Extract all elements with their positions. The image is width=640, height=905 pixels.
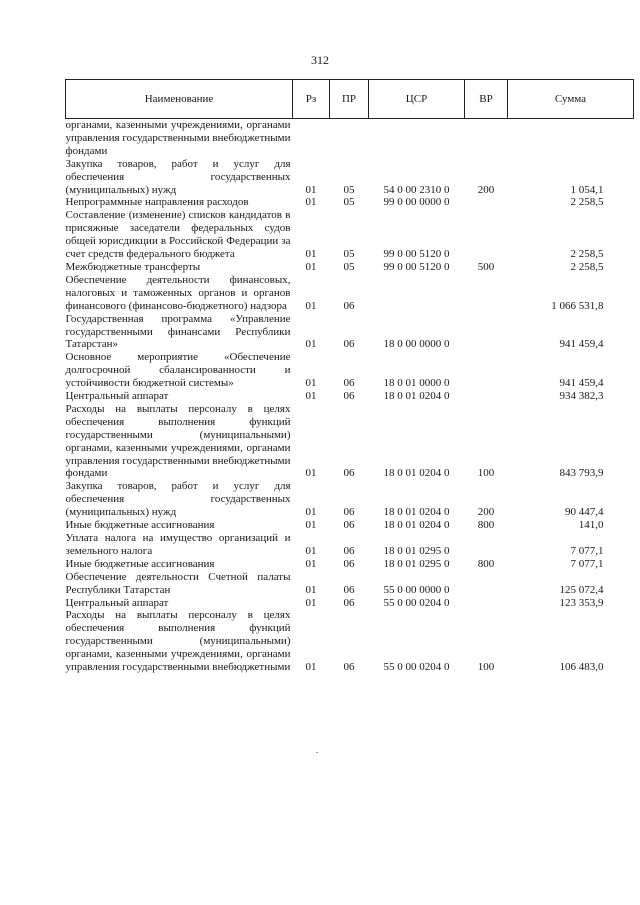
cell-vr — [465, 196, 508, 209]
cell-sum: 2 258,5 — [570, 196, 604, 209]
cell-pr: 06 — [343, 506, 355, 519]
cell-name: Иные бюджетные ассигнования — [65, 557, 215, 570]
cell-vr: 100 — [477, 467, 495, 480]
cell-rz: 01 — [305, 338, 317, 351]
cell-pr: 06 — [343, 467, 355, 480]
cell-sum: 1 066 531,8 — [551, 299, 604, 312]
header-name: Наименование — [66, 80, 293, 119]
cell-rz: 01 — [305, 661, 317, 674]
cell-name: Обеспечение деятельности Счетной палаты Республики Татарстан — [65, 570, 291, 596]
cell-csr: 55 0 00 0204 0 — [383, 661, 450, 674]
cell-rz: 01 — [305, 544, 317, 557]
cell-csr: 18 0 01 0295 0 — [383, 557, 450, 570]
cell-sum: 2 258,5 — [570, 248, 604, 261]
cell-name: Непрограммные направления расходов — [65, 196, 249, 209]
cell-sum: 2 258,5 — [570, 260, 604, 273]
cell-sum: 934 382,3 — [559, 390, 604, 403]
cell-sum: 1 054,1 — [570, 183, 604, 196]
cell-name: Закупка товаров, работ и услуг для обеспечения государственных (муниципальных) нужд — [65, 157, 291, 196]
table-header — [66, 80, 634, 119]
cell-csr: 18 0 01 0000 0 — [383, 377, 450, 390]
scan-artifact-dot — [316, 752, 318, 753]
table-row — [66, 158, 634, 197]
cell-vr: 500 — [477, 260, 495, 273]
cell-sum: 123 353,9 — [559, 596, 604, 609]
cell-rz: 01 — [305, 248, 317, 261]
header-vr: ВР — [465, 80, 508, 119]
cell-csr: 54 0 00 2310 0 — [383, 183, 450, 196]
cell-name: Расходы на выплаты персоналу в целях обеспечения выполнения функций государственными (муниципальными) органами, казенными учреждениями, органами управления государственными внебюджетными фондами — [65, 402, 291, 480]
cell-sum: 843 793,9 — [559, 467, 604, 480]
cell-vr — [465, 274, 508, 313]
cell-name: Центральный аппарат — [65, 390, 169, 403]
cell-rz: 01 — [305, 506, 317, 519]
page-number: 312 — [311, 53, 329, 67]
cell-rz — [293, 119, 330, 158]
cell-rz: 01 — [305, 519, 317, 532]
cell-sum: 106 483,0 — [559, 661, 604, 674]
cell-name: Центральный аппарат — [65, 596, 169, 609]
cell-name: Составление (изменение) списков кандидатов в присяжные заседатели федеральных судов общей юрисдикции в Российской Федерации за счет средств федерального бюджета — [65, 209, 291, 261]
cell-sum: 7 077,1 — [570, 544, 604, 557]
cell-vr: 200 — [477, 183, 495, 196]
header-csr: ЦСР — [369, 80, 465, 119]
cell-pr: 06 — [343, 661, 355, 674]
cell-csr: 55 0 00 0000 0 — [383, 583, 450, 596]
cell-pr: 06 — [343, 299, 355, 312]
cell-csr: 55 0 00 0204 0 — [383, 596, 450, 609]
cell-pr: 06 — [343, 377, 355, 390]
cell-csr: 18 0 00 0000 0 — [383, 338, 450, 351]
cell-vr — [465, 597, 508, 610]
cell-vr: 200 — [477, 506, 495, 519]
cell-rz: 01 — [305, 260, 317, 273]
cell-rz: 01 — [305, 377, 317, 390]
cell-pr: 05 — [343, 183, 355, 196]
table-row — [66, 209, 634, 261]
table-row — [66, 351, 634, 390]
table-row — [66, 571, 634, 597]
cell-pr: 06 — [343, 583, 355, 596]
cell-csr — [369, 119, 465, 158]
cell-csr: 99 0 00 5120 0 — [383, 248, 450, 261]
cell-rz: 01 — [305, 196, 317, 209]
cell-pr: 06 — [343, 596, 355, 609]
cell-name: Расходы на выплаты персоналу в целях обеспечения выполнения функций государственными (муниципальными) органами, казенными учреждениями, органами управления государственными внебюджетными — [65, 609, 291, 674]
cell-sum — [508, 119, 634, 158]
cell-vr — [465, 119, 508, 158]
cell-vr — [465, 313, 508, 352]
cell-name: Иные бюджетные ассигнования — [65, 519, 215, 532]
cell-name: Закупка товаров, работ и услуг для обеспечения государственных (муниципальных) нужд — [65, 480, 291, 519]
cell-sum: 125 072,4 — [559, 583, 604, 596]
cell-pr — [330, 119, 369, 158]
table-row — [66, 480, 634, 519]
cell-rz: 01 — [305, 557, 317, 570]
cell-pr: 05 — [343, 196, 355, 209]
cell-csr: 18 0 01 0295 0 — [383, 544, 450, 557]
cell-csr: 18 0 01 0204 0 — [383, 467, 450, 480]
table-row — [66, 558, 634, 571]
table-row — [66, 532, 634, 558]
budget-table — [65, 79, 634, 674]
table-row — [66, 609, 634, 674]
cell-pr: 06 — [343, 390, 355, 403]
table-row — [66, 519, 634, 532]
cell-vr — [465, 209, 508, 261]
cell-csr: 18 0 01 0204 0 — [383, 506, 450, 519]
header-rz: Рз — [293, 80, 330, 119]
cell-csr: 18 0 01 0204 0 — [383, 519, 450, 532]
cell-sum: 7 077,1 — [570, 557, 604, 570]
cell-vr — [465, 532, 508, 558]
cell-rz: 01 — [305, 299, 317, 312]
cell-csr: 99 0 00 5120 0 — [383, 260, 450, 273]
table-body — [66, 119, 634, 674]
table-row — [66, 119, 634, 158]
cell-vr — [465, 390, 508, 403]
cell-vr: 100 — [477, 661, 495, 674]
table-row — [66, 196, 634, 209]
cell-rz: 01 — [305, 467, 317, 480]
cell-name: Обеспечение деятельности финансовых, налоговых и таможенных органов и органов финансового (финансово-бюджетного) надзора — [65, 273, 291, 312]
cell-rz: 01 — [305, 596, 317, 609]
cell-sum: 141,0 — [578, 519, 604, 532]
cell-pr: 06 — [343, 557, 355, 570]
cell-pr: 05 — [343, 248, 355, 261]
cell-name: органами, казенными учреждениями, органами управления государственными внебюджетными фондами — [65, 119, 291, 157]
cell-vr: 800 — [477, 557, 495, 570]
cell-name: Уплата налога на имущество организаций и земельного налога — [65, 532, 291, 557]
cell-csr: 99 0 00 0000 0 — [383, 196, 450, 209]
table-row — [66, 261, 634, 274]
table-row — [66, 313, 634, 352]
cell-name: Межбюджетные трансферты — [65, 260, 201, 273]
cell-rz: 01 — [305, 390, 317, 403]
header-sum: Сумма — [508, 80, 634, 119]
table-row — [66, 390, 634, 403]
cell-pr: 05 — [343, 260, 355, 273]
cell-vr: 800 — [477, 519, 495, 532]
cell-rz: 01 — [305, 183, 317, 196]
cell-name: Основное мероприятие «Обеспечение долгосрочной сбалансированности и устойчивости бюджетной системы» — [65, 351, 291, 390]
cell-rz: 01 — [305, 583, 317, 596]
cell-csr: 18 0 01 0204 0 — [383, 390, 450, 403]
table-row — [66, 274, 634, 313]
cell-sum: 941 459,4 — [559, 377, 604, 390]
cell-vr — [465, 351, 508, 390]
cell-csr — [369, 274, 465, 313]
cell-pr: 06 — [343, 519, 355, 532]
cell-name: Государственная программа «Управление государственными финансами Республики Татарстан» — [65, 312, 291, 351]
table-row — [66, 403, 634, 480]
cell-sum: 941 459,4 — [559, 338, 604, 351]
cell-vr — [465, 571, 508, 597]
header-pr: ПР — [330, 80, 369, 119]
table-row — [66, 597, 634, 610]
cell-pr: 06 — [343, 544, 355, 557]
cell-sum: 90 447,4 — [565, 506, 604, 519]
cell-pr: 06 — [343, 338, 355, 351]
